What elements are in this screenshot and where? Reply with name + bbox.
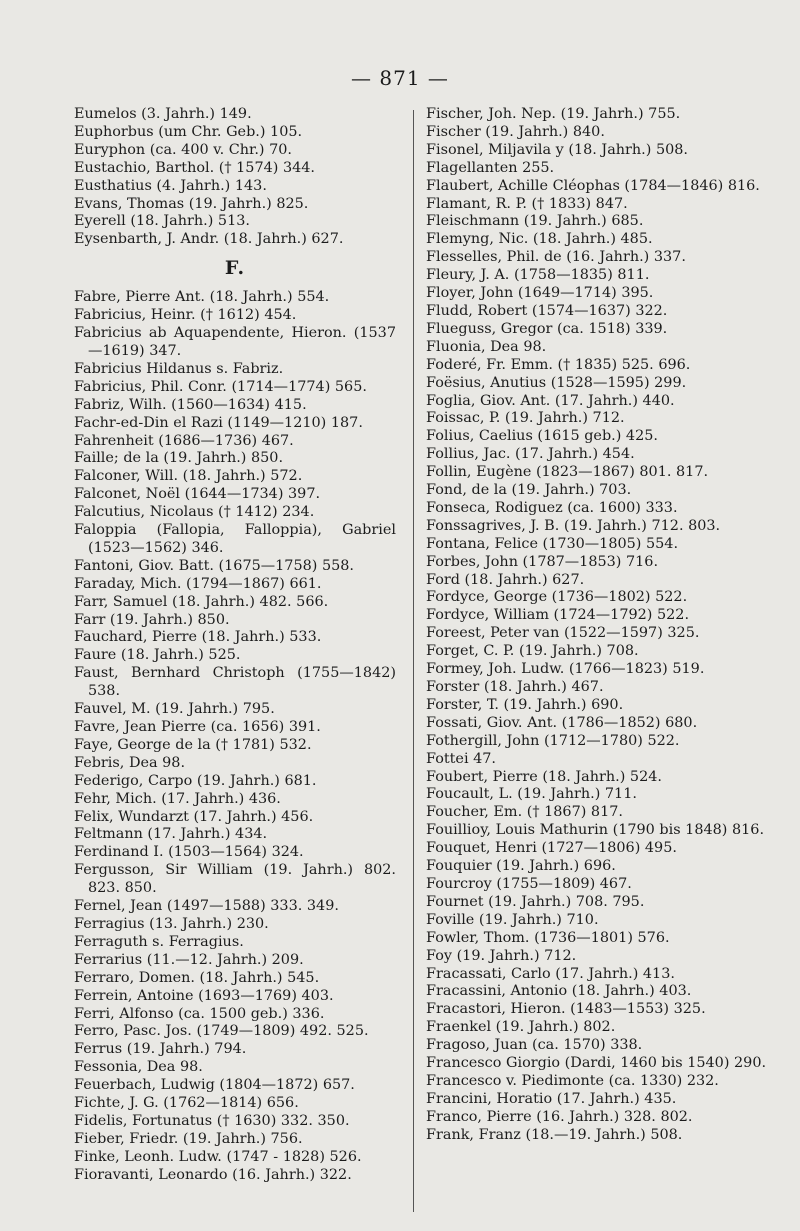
index-entry: Foville (19. Jahrh.) 710. — [426, 911, 599, 928]
index-entry: Folius, Caelius (1615 geb.) 425. — [426, 428, 658, 445]
index-entry: Fottei 47. — [426, 750, 497, 767]
index-entry: Forbes, John (1787—1853) 716. — [426, 553, 659, 570]
index-entry: Flagellanten 255. — [426, 159, 555, 176]
index-entry: Fabricius, Phil. Conr. (1714—1774) 565. — [74, 378, 367, 395]
index-entry: Falconer, Will. (18. Jahrh.) 572. — [74, 468, 303, 485]
left-column — [74, 106, 396, 1185]
index-entry: Ferraro, Domen. (18. Jahrh.) 545. — [74, 969, 320, 986]
index-entry: Fludd, Robert (1574—1637) 322. — [426, 302, 668, 319]
index-entry: Farr (19. Jahrh.) 850. — [74, 611, 230, 628]
index-entry: Feltmann (17. Jahrh.) 434. — [74, 826, 268, 843]
index-entry: Fouillioy, Louis Mathurin (1790 bis 1848) 816. — [426, 822, 765, 839]
index-entry: Faloppia (Fallopia, Falloppia), Gabriel (1523—1562) 346. — [74, 522, 396, 556]
index-entry: Flaubert, Achille Cléophas (1784—1846) 816. — [426, 177, 760, 194]
index-entry: Foglia, Giov. Ant. (17. Jahrh.) 440. — [426, 392, 675, 409]
index-entry: Fordyce, George (1736—1802) 522. — [426, 589, 688, 606]
index-entry: Fehr, Mich. (17. Jahrh.) 436. — [74, 790, 281, 807]
index-entry: Eumelos (3. Jahrh.) 149. — [74, 106, 252, 122]
index-entry: Favre, Jean Pierre (ca. 1656) 391. — [74, 719, 321, 735]
index-entry: Fidelis, Fortunatus († 1630) 332. 350. — [74, 1112, 350, 1129]
index-entry: Ferrarius (11.—12. Jahrh.) 209. — [74, 951, 304, 968]
index-entry: Falcutius, Nicolaus († 1412) 234. — [74, 504, 315, 521]
index-entry: Euryphon (ca. 400 v. Chr.) 70. — [74, 141, 293, 158]
index-entry: Ferri, Alfonso (ca. 1500 geb.) 336. — [74, 1005, 325, 1022]
index-entry: Fowler, Thom. (1736—1801) 576. — [426, 929, 670, 946]
index-entry: Fracassati, Carlo (17. Jahrh.) 413. — [426, 965, 675, 982]
left-entries-after — [74, 289, 396, 1184]
column-divider — [413, 110, 414, 1212]
index-entry: Faure (18. Jahrh.) 525. — [74, 647, 241, 664]
index-entry: Ferraguth s. Ferragius. — [74, 933, 244, 950]
index-entry: Euphorbus (um Chr. Geb.) 105. — [74, 123, 303, 140]
index-entry: Forster (18. Jahrh.) 467. — [426, 679, 604, 695]
index-entry: Follin, Eugène (1823—1867) 801. 817. — [426, 464, 709, 481]
index-entry: Evans, Thomas (19. Jahrh.) 825. — [74, 195, 309, 212]
index-entry: Fouquier (19. Jahrh.) 696. — [426, 858, 616, 875]
left-entries-before — [74, 106, 396, 249]
index-entry: Faust, Bernhard Christoph (1755—1842) 538. — [74, 665, 396, 700]
index-entry: Fabre, Pierre Ant. (18. Jahrh.) 554. — [74, 289, 330, 306]
index-entry: Ferrus (19. Jahrh.) 794. — [74, 1041, 247, 1058]
index-entry: Fichte, J. G. (1762—1814) 656. — [74, 1095, 299, 1112]
index-entry: Farr, Samuel (18. Jahrh.) 482. 566. — [74, 593, 329, 610]
index-entry: Fourcroy (1755—1809) 467. — [426, 875, 632, 892]
index-entry: Federigo, Carpo (19. Jahrh.) 681. — [74, 772, 317, 789]
index-entry: Francesco v. Piedimonte (ca. 1330) 232. — [426, 1072, 719, 1089]
index-entry: Faye, George de la († 1781) 532. — [74, 736, 312, 753]
index-entry: Fabricius Hildanus s. Fabriz. — [74, 360, 284, 377]
index-entry: Foucher, Em. († 1867) 817. — [426, 804, 623, 821]
index-entry: Fachr-ed-Din el Razi (1149—1210) 187. — [74, 414, 363, 431]
index-entry: Fothergill, John (1712—1780) 522. — [426, 732, 680, 749]
index-entry: Foucault, L. (19. Jahrh.) 711. — [426, 786, 637, 803]
index-entry: Fieber, Friedr. (19. Jahrh.) 756. — [74, 1130, 303, 1147]
index-entry: Foissac, P. (19. Jahrh.) 712. — [426, 410, 625, 427]
index-entry: Fantoni, Giov. Batt. (1675—1758) 558. — [74, 557, 355, 574]
index-entry: Ferro, Pasc. Jos. (1749—1809) 492. 525. — [74, 1023, 369, 1040]
index-entry: Foësius, Anutius (1528—1595) 299. — [426, 374, 687, 391]
index-entry: Fraenkel (19. Jahrh.) 802. — [426, 1019, 616, 1036]
index-entry: Foy (19. Jahrh.) 712. — [426, 947, 577, 964]
index-entry: Francesco Giorgio (Dardi, 1460 bis 1540) 290. — [426, 1055, 767, 1072]
index-entry: Fonseca, Rodiguez (ca. 1600) 333. — [426, 499, 678, 516]
index-entry: Fournet (19. Jahrh.) 708. 795. — [426, 893, 645, 910]
index-entry: Fond, de la (19. Jahrh.) 703. — [426, 482, 632, 499]
index-entry: Fischer, Joh. Nep. (19. Jahrh.) 755. — [426, 106, 681, 122]
index-entry: Eustachio, Barthol. († 1574) 344. — [74, 159, 316, 176]
index-entry: Forster, T. (19. Jahrh.) 690. — [426, 696, 624, 713]
index-entry: Eusthatius (4. Jahrh.) 143. — [74, 177, 267, 194]
index-entry: Foubert, Pierre (18. Jahrh.) 524. — [426, 768, 662, 785]
index-entry: Francini, Horatio (17. Jahrh.) 435. — [426, 1090, 677, 1107]
index-entry: Fossati, Giov. Ant. (1786—1852) 680. — [426, 714, 698, 731]
index-entry: Fabricius ab Aquapendente, Hieron. (1537—1619) 347. — [74, 325, 396, 359]
index-entry: Fluonia, Dea 98. — [426, 338, 547, 355]
index-entry: Fabriz, Wilh. (1560—1634) 415. — [74, 396, 307, 413]
right-column — [426, 106, 771, 1145]
right-entries — [426, 106, 771, 1145]
index-entry: Feuerbach, Ludwig (1804—1872) 657. — [74, 1077, 355, 1094]
index-entry: Fabricius, Heinr. († 1612) 454. — [74, 307, 297, 324]
index-entry: Fragoso, Juan (ca. 1570) 338. — [426, 1037, 643, 1054]
index-entry: Flesselles, Phil. de (16. Jahrh.) 337. — [426, 249, 686, 266]
index-entry: Ferrein, Antoine (1693—1769) 403. — [74, 987, 334, 1004]
index-entry: Eyerell (18. Jahrh.) 513. — [74, 213, 250, 230]
index-entry: Formey, Joh. Ludw. (1766—1823) 519. — [426, 661, 705, 678]
index-entry: Flueguss, Gregor (ca. 1518) 339. — [426, 320, 668, 337]
index-entry: Fessonia, Dea 98. — [74, 1059, 203, 1076]
index-entry: Faraday, Mich. (1794—1867) 661. — [74, 575, 322, 592]
index-entry: Foreest, Peter van (1522—1597) 325. — [426, 625, 700, 642]
index-entry: Ferragius (13. Jahrh.) 230. — [74, 915, 269, 932]
index-entry: Floyer, John (1649—1714) 395. — [426, 285, 654, 302]
index-entry: Fernel, Jean (1497—1588) 333. 349. — [74, 898, 339, 915]
index-entry: Fauvel, M. (19. Jahrh.) 795. — [74, 701, 275, 718]
index-entry: Falconet, Noël (1644—1734) 397. — [74, 486, 321, 503]
index-entry: Fahrenheit (1686—1736) 467. — [74, 432, 294, 449]
index-entry: Fracassini, Antonio (18. Jahrh.) 403. — [426, 983, 692, 1000]
index-entry: Follius, Jac. (17. Jahrh.) 454. — [426, 446, 635, 463]
index-entry: Ferdinand I. (1503—1564) 324. — [74, 844, 304, 861]
index-entry: Fordyce, William (1724—1792) 522. — [426, 607, 690, 624]
index-entry: Foderé, Fr. Emm. († 1835) 525. 696. — [426, 356, 691, 373]
index-entry: Febris, Dea 98. — [74, 754, 186, 771]
index-entry: Fischer (19. Jahrh.) 840. — [426, 123, 605, 140]
index-entry: Ford (18. Jahrh.) 627. — [426, 571, 585, 588]
section-heading-f: F. — [224, 257, 246, 280]
index-entry: Fioravanti, Leonardo (16. Jahrh.) 322. — [74, 1166, 352, 1183]
index-entry: Felix, Wundarzt (17. Jahrh.) 456. — [74, 808, 314, 825]
index-entry: Flemyng, Nic. (18. Jahrh.) 485. — [426, 231, 653, 248]
index-entry: Franco, Pierre (16. Jahrh.) 328. 802. — [426, 1108, 693, 1125]
index-entry: Eysenbarth, J. Andr. (18. Jahrh.) 627. — [74, 231, 344, 248]
index-entry: Fergusson, Sir William (19. Jahrh.) 802. 823. 850. — [74, 862, 396, 897]
index-entry: Faille; de la (19. Jahrh.) 850. — [74, 450, 284, 467]
index-entry: Fleury, J. A. (1758—1835) 811. — [426, 267, 650, 284]
index-entry: Frank, Franz (18.—19. Jahrh.) 508. — [426, 1126, 683, 1143]
index-entry: Fouquet, Henri (1727—1806) 495. — [426, 840, 677, 857]
index-entry: Fontana, Felice (1730—1805) 554. — [426, 535, 679, 552]
index-entry: Fisonel, Miljavila y (18. Jahrh.) 508. — [426, 141, 688, 158]
index-entry: Forget, C. P. (19. Jahrh.) 708. — [426, 643, 639, 660]
index-entry: Flamant, R. P. († 1833) 847. — [426, 195, 628, 212]
page-number: — 871 — — [351, 66, 449, 90]
index-entry: Fracastori, Hieron. (1483—1553) 325. — [426, 1001, 706, 1018]
index-entry: Fonssagrives, J. B. (19. Jahrh.) 712. 803. — [426, 517, 721, 534]
index-entry: Fauchard, Pierre (18. Jahrh.) 533. — [74, 629, 322, 646]
index-entry: Finke, Leonh. Ludw. (1747 - 1828) 526. — [74, 1148, 362, 1165]
index-entry: Fleischmann (19. Jahrh.) 685. — [426, 213, 644, 230]
